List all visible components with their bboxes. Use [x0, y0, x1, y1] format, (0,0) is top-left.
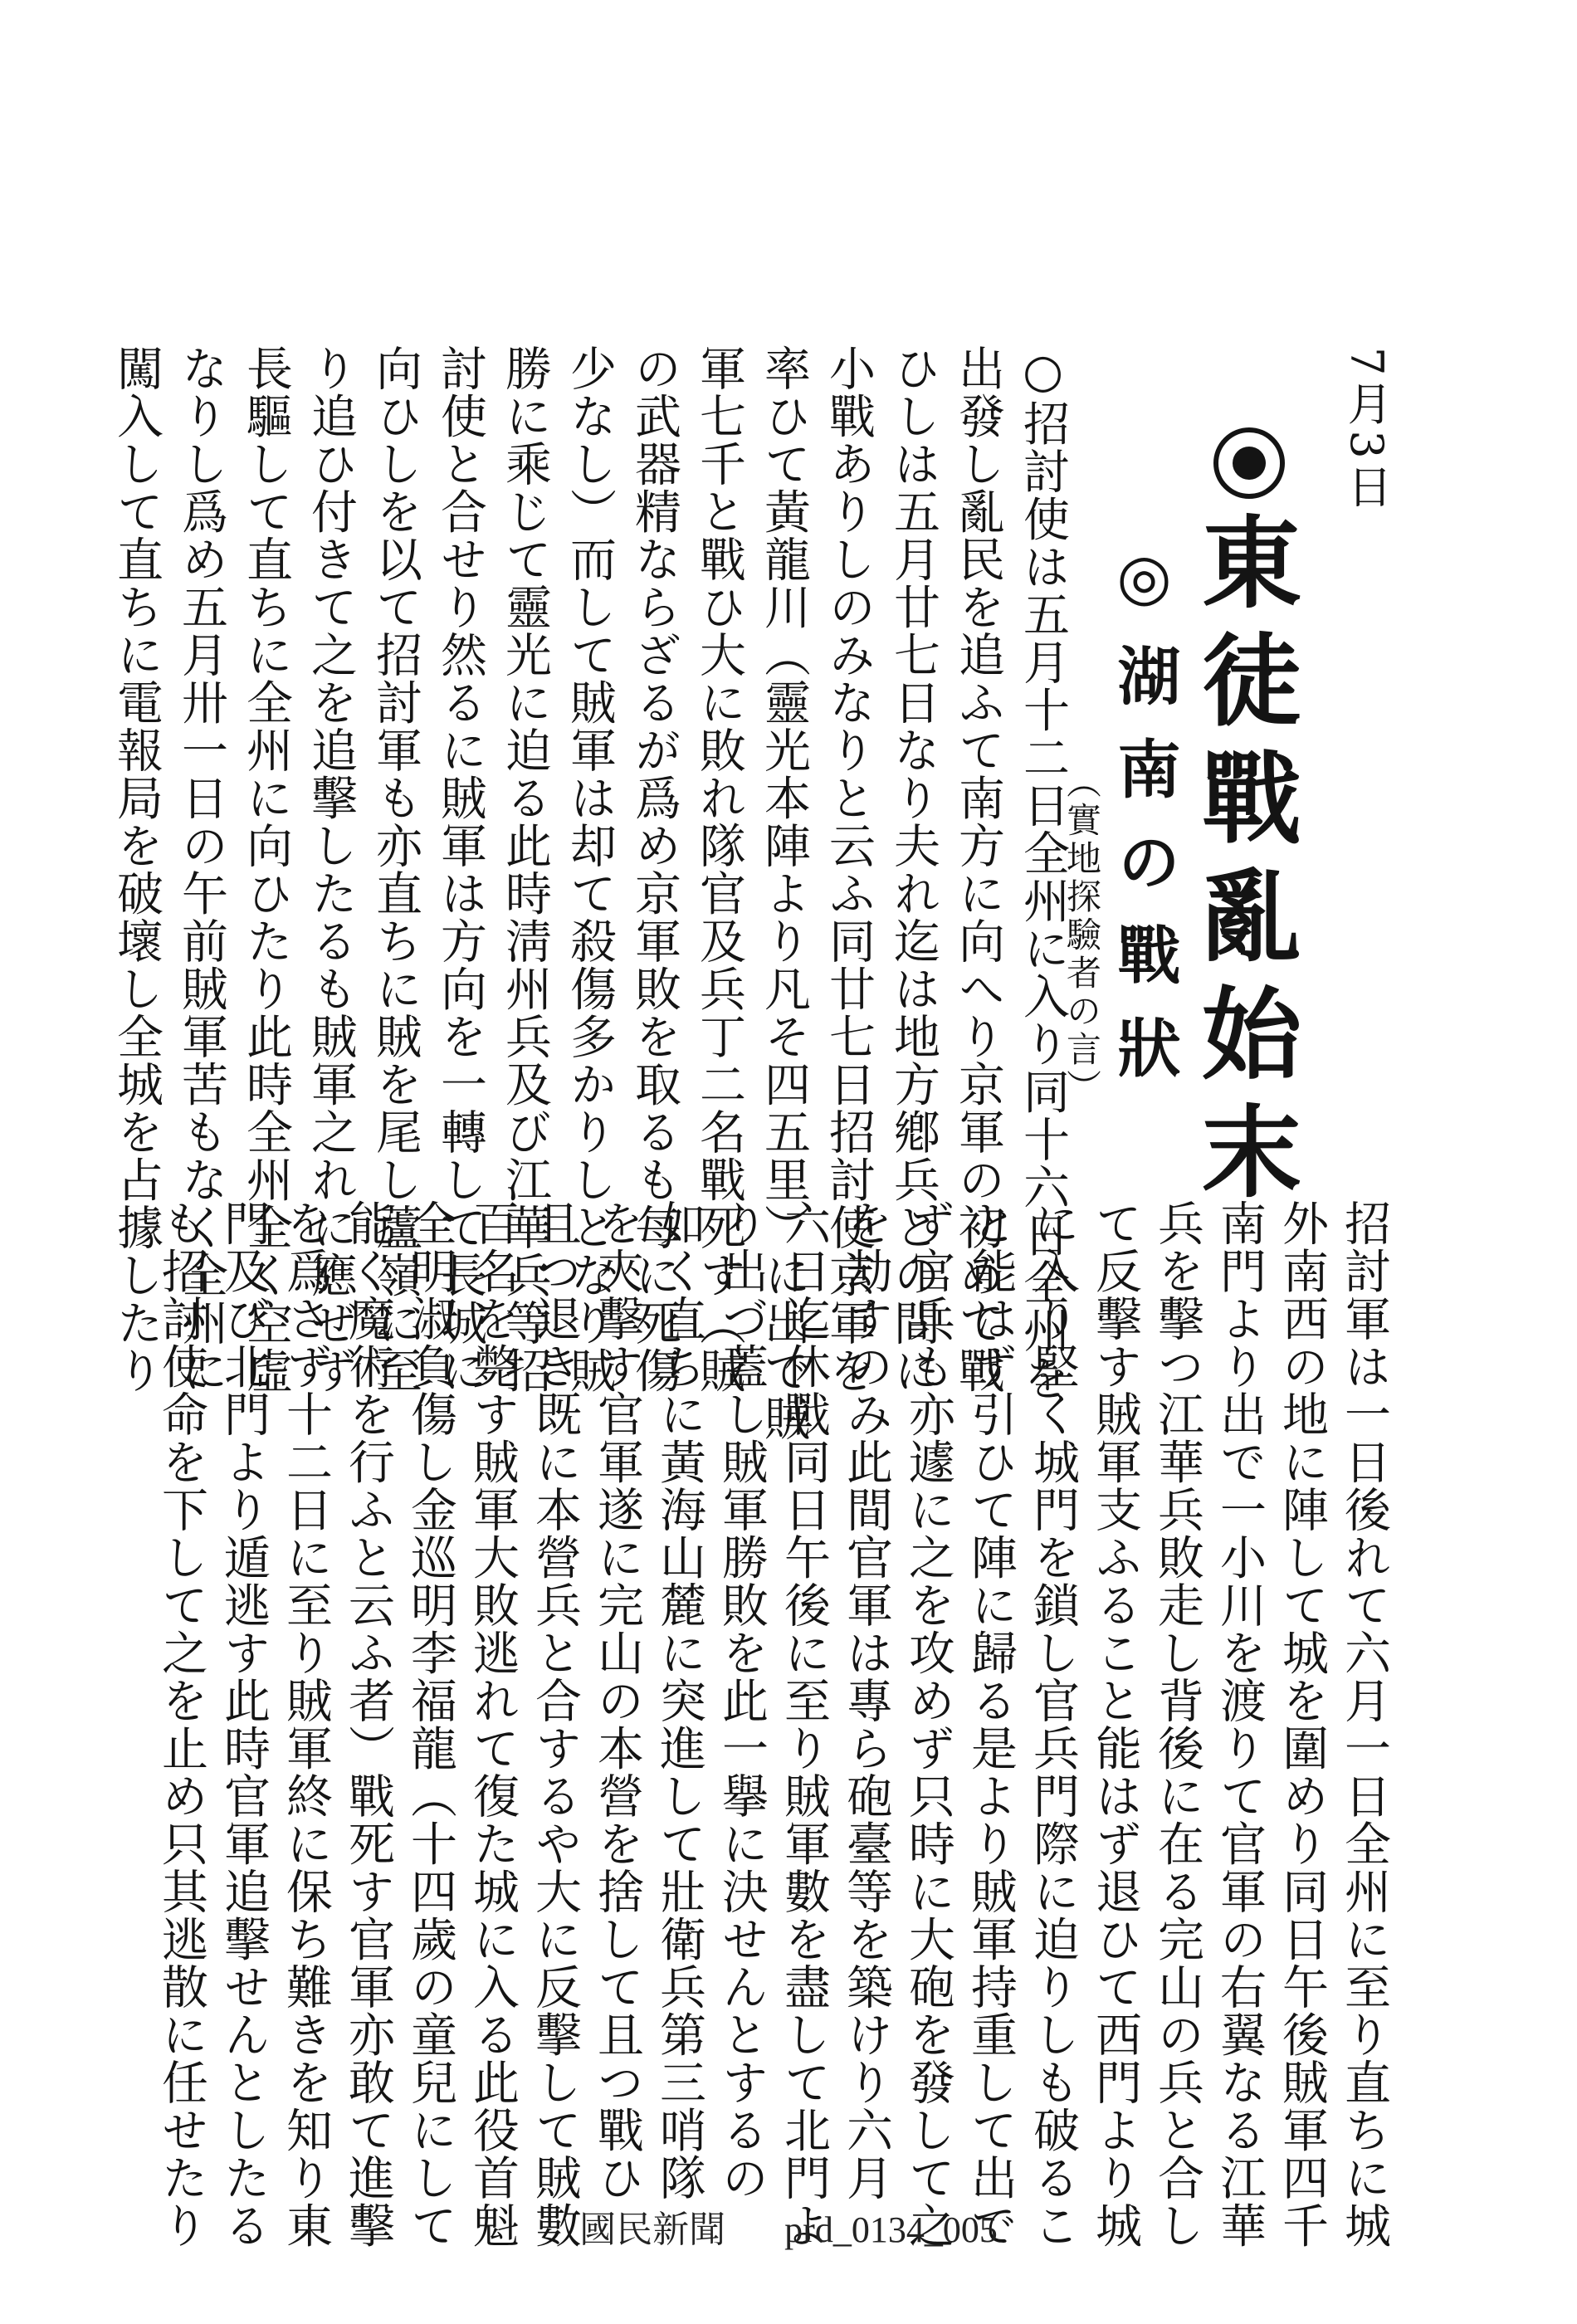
- text-column: 全明淑負傷し金巡明李福龍（十四歲の童兒にして: [403, 1199, 457, 2249]
- text-column: ○招討使は五月十二日全州に入り同十六日全州を: [1016, 344, 1070, 1402]
- text-column: の武器精ならざるが爲め京軍敗を取るも每に死傷: [627, 344, 681, 1394]
- text-column: 率ひて黃龍川（靈光本陣より凡そ四五里）に出で賊: [757, 344, 811, 1443]
- text-column: 勝に乘じて靈光に迫る此時淸州兵及び江華兵等招: [498, 344, 552, 1394]
- text-column: を爲さず十二日に至り賊軍終に保ち難きを知り東: [279, 1199, 333, 2249]
- text-column: も招討使命を下して之を止め只其逃散に任せたり: [154, 1199, 208, 2249]
- text-column: 小戰ありしのみなりと云ふ同廿七日招討使京軍を: [822, 344, 876, 1394]
- text-column: 長驅して直ちに全州に向ひたり此時全州全く空虛: [239, 344, 293, 1394]
- text-column: 向ひしを以て招討軍も亦直ちに賊を尾し蘆嶺に至: [369, 344, 422, 1394]
- text-column: 能く魔術を行ふと云ふ者）戰死す官軍亦敢て進擊: [341, 1199, 395, 2249]
- text-column: 六日迄休戰同日午後に至り賊軍數を盡して北門よ: [777, 1199, 831, 2249]
- text-column: 出發し亂民を追ふて南方に向へり京軍の初めて戰: [951, 344, 1005, 1394]
- date-line: 7月3日: [1340, 347, 1393, 514]
- text-column: 門及び北門より遁逃す此時官軍追擊せんとしたる: [217, 1199, 271, 2249]
- document-code: prd_0134_005: [784, 2209, 998, 2250]
- headline: 東徒戰亂始末: [1185, 510, 1302, 1218]
- text-column: ず官兵も亦遽に之を攻めず只時に大砲を發して之: [901, 1199, 955, 2249]
- source-note: （實地探驗者の言）: [1062, 764, 1102, 1107]
- text-column: 百名を斃す賊軍大敗逃れて復た城に入る此役首魁: [466, 1199, 520, 2249]
- publication-name: 國民新聞: [579, 2209, 726, 2250]
- text-column: 軍七千と戰ひ大に敗れ隊官及兵丁二名戰死す（賊: [692, 344, 746, 1394]
- text-column: り出づ蓋し賊軍勝敗を此一擧に決せんとするの: [715, 1199, 769, 2202]
- text-column: て反擊す賊軍支ふること能はず退ひて西門より城: [1088, 1199, 1142, 2249]
- text-column: に入り堅く城門を鎖し官兵門際に迫りしも破るこ: [1026, 1199, 1080, 2249]
- text-column: り追ひ付きて之を追擊したるも賊軍之れに應ぜず: [304, 344, 358, 1394]
- text-column: 且つ退き既に本營兵と合するや大に反擊して賊數: [528, 1199, 582, 2249]
- text-column: 少なし）而して賊軍は却て殺傷多かりしとなり賊: [563, 344, 617, 1394]
- text-column: を劫すのみ此間官軍は專ら砲臺等を築けり六月: [839, 1199, 893, 2202]
- footer: [0, 2200, 1577, 2253]
- text-column: 闖入して直ちに電報局を破壞し全城を占據したり: [110, 344, 164, 1394]
- text-column: 討使と合せり然るに賊軍は方向を一轉して長城に: [433, 344, 487, 1394]
- text-column: 外南西の地に陣して城を圍めり同日午後賊軍四千: [1275, 1199, 1329, 2249]
- text-column: 南門より出で一小川を渡りて官軍の右翼なる江華: [1213, 1199, 1267, 2249]
- text-column: ひしは五月廿七日なり夫れ迄は地方鄕兵との間に: [886, 344, 940, 1394]
- text-column: なりし爲め五月卅一日の午前賊軍苦もなく全州に: [174, 344, 228, 1394]
- text-column: 招討軍は一日後れて六月一日全州に至り直ちに城: [1337, 1199, 1391, 2249]
- text-column: を夾擊す官軍遂に完山の本營を捨して且つ戰ひ: [590, 1199, 644, 2202]
- text-column: 如く直ちに黃海山麓に突進して壯衛兵第三哨隊: [652, 1199, 706, 2202]
- text-column: と能はず引ひて陣に歸る是より賊軍持重して出で: [964, 1199, 1018, 2249]
- subheading: ◎湖南の戰狀: [1107, 540, 1181, 1108]
- text-column: 兵を擊つ江華兵敗走し背後に在る完山の兵と合し: [1150, 1199, 1204, 2249]
- circle-mark-icon: [1213, 427, 1285, 499]
